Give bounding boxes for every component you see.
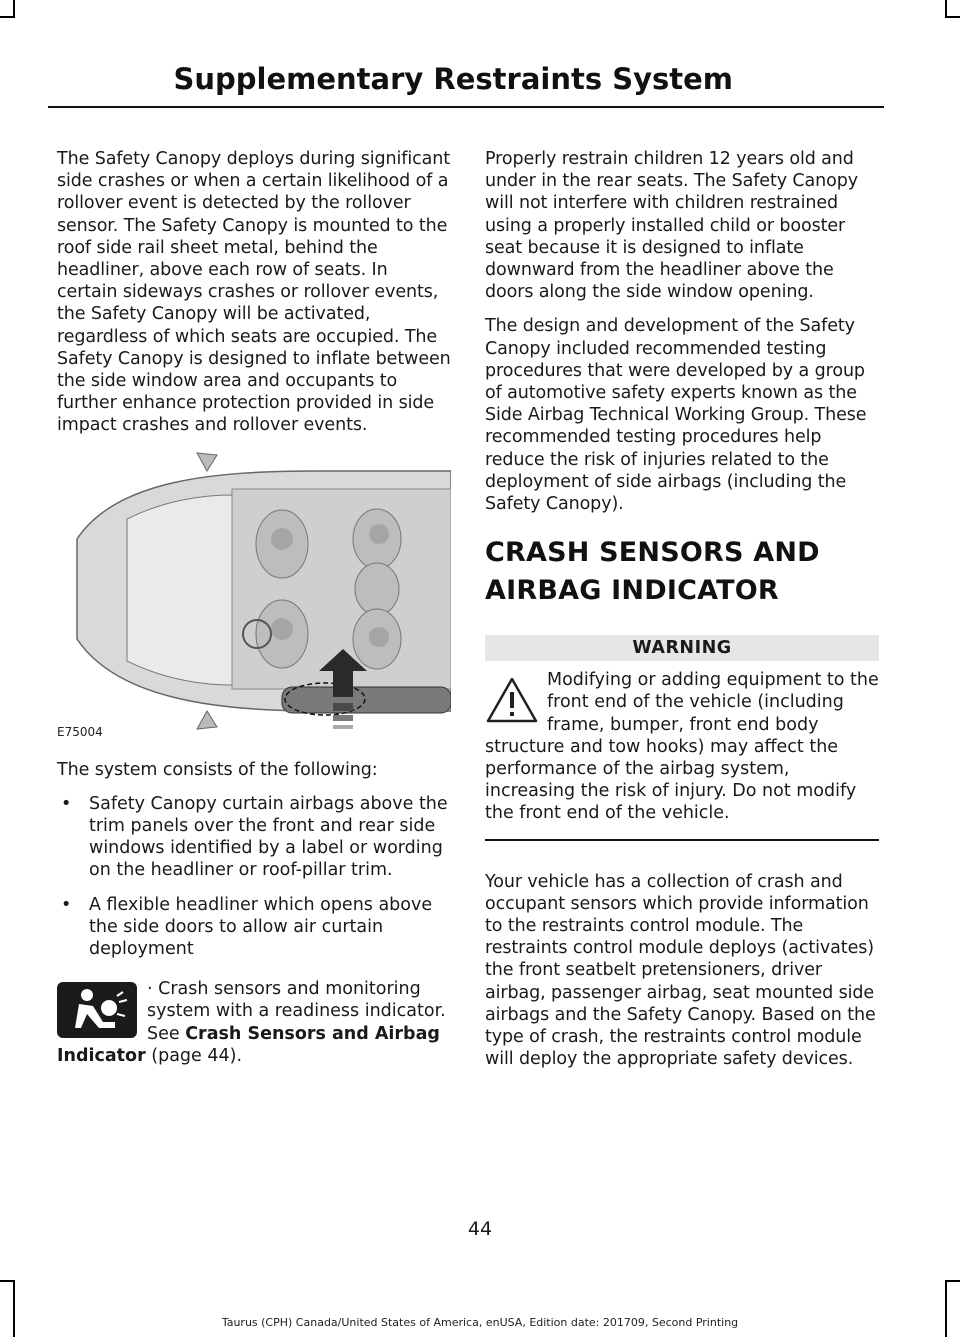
airbag-warning-icon: [57, 982, 137, 1038]
warning-triangle-icon: [485, 675, 539, 725]
component-list: [57, 793, 451, 960]
figure-code: E75004: [57, 724, 103, 739]
children-paragraph: Properly restrain children 12 years old and under in the rear seats. The Safety Canopy will not interfere with children restrained using a properly installed child or booster seat because it is designed to inflate downward from the headliner above the doors along the side window opening.: [485, 149, 859, 303]
warning-label: WARNING: [485, 635, 879, 661]
right-column: [485, 148, 879, 1083]
bullet-mark: •: [61, 894, 72, 915]
sensors-paragraph: Your vehicle has a collection of crash and occupant sensors which provide information to the restraints control module. The restraints control module deploys (activates) the front seatbelt pretensioners, driver airbag, passenger airbag, seat mounted side airbags and the Safety Canopy. Based on the type of crash, the restraints control module will deploy the appropriate safety devices.: [485, 871, 876, 1070]
system-intro: The system consists of the following:: [57, 759, 378, 780]
safety-canopy-figure: [57, 449, 451, 739]
section-heading-line: CRASH SENSORS AND: [485, 537, 820, 569]
crop-mark: [945, 16, 960, 18]
left-column: [57, 148, 451, 1067]
testing-paragraph: The design and development of the Safety Canopy included recommended testing procedures that were developed by a group of automotive safety experts known as the Side Airbag Technical Working Group. These recommended testing procedures help reduce the risk of injuries related to the deployment of side airbags (including the Safety Canopy).: [485, 316, 867, 515]
intro-paragraph: The Safety Canopy deploys during significant side crashes or when a certain likelihood of a rollover event is detected by the rollover sensor. The Safety Canopy is mounted to the roof side rail sheet metal, behind the headliner, above each row of seats. In certain sideways crashes or rollover events, the Safety Canopy will be activated, regardless of which seats are occupied. The Safety Canopy is designed to inflate between the side window area and occupants to further enhance protection provided in side impact crashes and rollover events.: [57, 149, 451, 436]
section-heading-line: AIRBAG INDICATOR: [485, 575, 779, 607]
warning-box: [485, 669, 879, 824]
sensor-text: · Crash sensors and monitoring system with a readiness indicator. See: [147, 979, 446, 1044]
list-item-text: Safety Canopy curtain airbags above the trim panels over the front and rear side windows identified by a label or wording on the headliner or roof-pillar trim.: [89, 793, 448, 881]
warning-rule: [485, 839, 879, 841]
section-heading: [485, 537, 879, 607]
cross-reference-link[interactable]: Crash Sensors and Airbag Indicator: [57, 1023, 440, 1066]
crop-mark: [945, 1280, 960, 1282]
header-rule: [48, 106, 884, 108]
crop-mark: [0, 16, 15, 18]
page-title: Supplementary Restraints System: [173, 62, 733, 96]
list-item-text: A flexible headliner which opens above the side doors to allow air curtain deployment: [89, 894, 433, 960]
crop-mark: [0, 1280, 15, 1282]
vehicle-top-view-illustration: [57, 449, 451, 739]
footer-edition: Taurus (CPH) Canada/United States of America, enUSA, Edition date: 201709, Second Printing: [221, 1316, 739, 1329]
list-item: [57, 894, 451, 961]
list-item: [57, 793, 451, 882]
sensor-paragraph: [57, 978, 451, 1067]
bullet-mark: •: [61, 793, 72, 814]
page-number: 44: [467, 1218, 493, 1240]
warning-text: Modifying or adding equipment to the front end of the vehicle (including frame, bumper, front end body structure and tow hooks) may affect the performance of the airbag system, increasing the risk of injury. Do not modify the front end of the vehicle.: [485, 670, 879, 824]
page-reference: (page 44).: [145, 1045, 243, 1066]
